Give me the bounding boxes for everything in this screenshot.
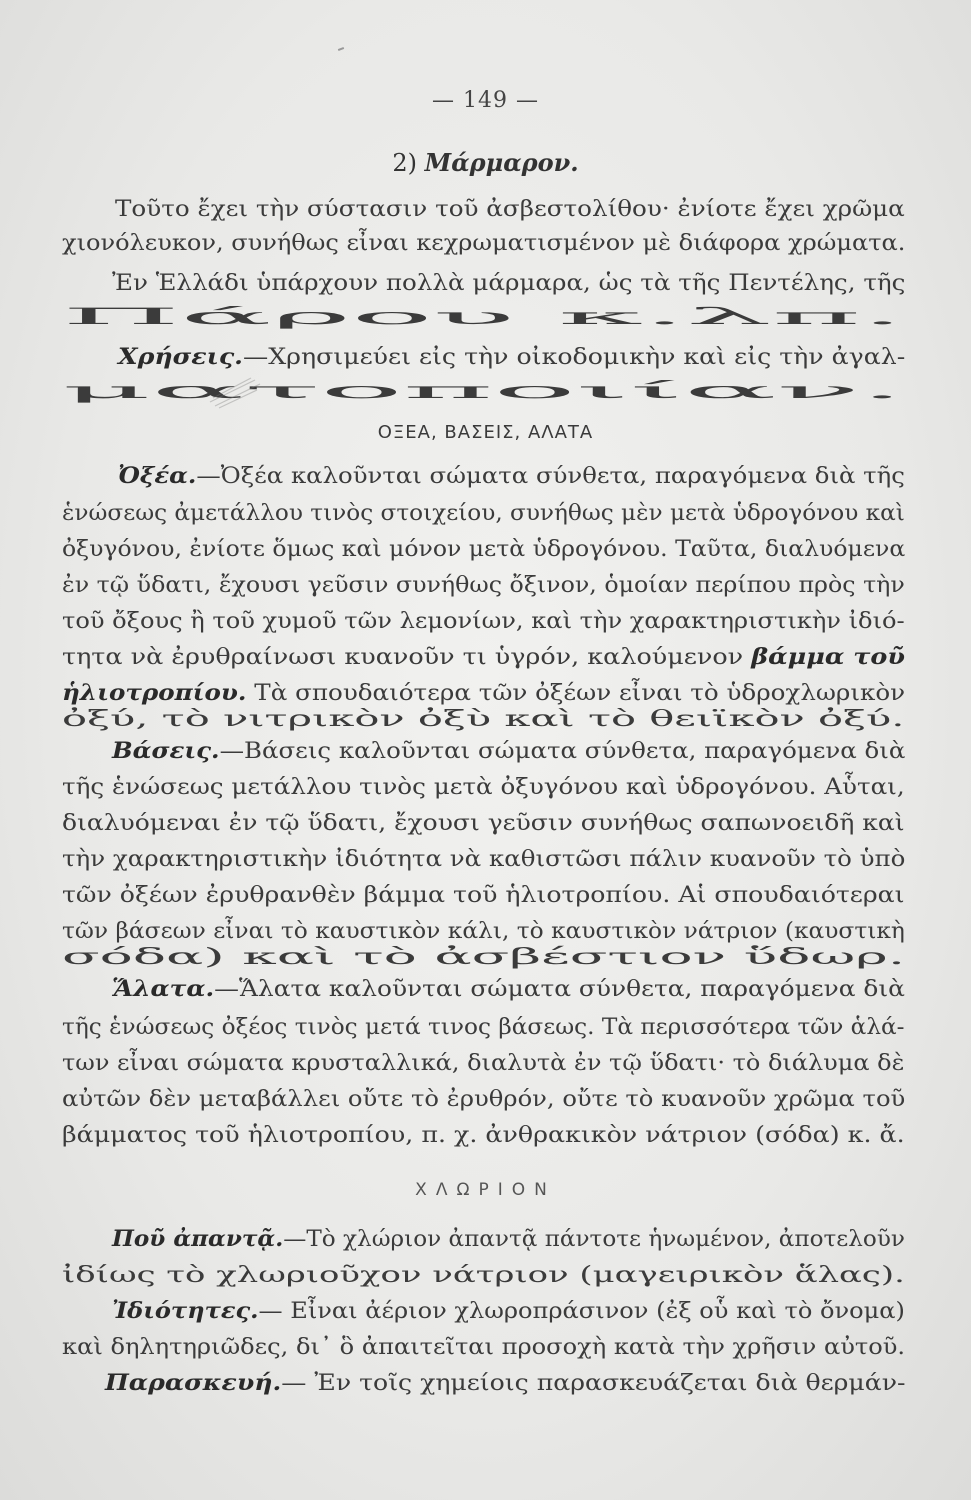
preparation-lead: Παρασκευή. <box>105 1370 282 1396</box>
salts-lead: Ἅλατα. <box>112 976 215 1002</box>
salts-line-3: των εἶναι σώματα κρυσταλλικά, διαλυτὰ ἐν τῷ ὕδατι· τὸ διάλυμα δὲ <box>62 1050 905 1076</box>
ink-smudge <box>205 372 265 412</box>
properties-line-1 <box>112 1300 905 1323</box>
salts-line-2: τῆς ἑνώσεως ὀξέος τινὸς μετά τινος βάσεως. Τὰ περισσότερα τῶν ἁλά- <box>62 1014 905 1040</box>
uses-paragraph-line-1 <box>118 346 905 369</box>
bases-line-2: τῆς ἑνώσεως μετάλλου τινὸς μετὰ ὀξυγόνου καὶ ὑδρογόνου. Αὗται, <box>62 774 905 800</box>
salts-line-1 <box>112 978 905 1001</box>
occurrence-line-1 <box>112 1228 905 1251</box>
uses-paragraph-line-2: ματοποιίαν. <box>62 378 904 404</box>
section-heading-chlorine: ΧΛΩΡΙΟΝ <box>415 1180 556 1200</box>
section-heading-acids-bases-salts: ΟΞΕΑ, ΒΑΣΕΙΣ, ΑΛΑΤΑ <box>377 422 594 443</box>
occurrence-line-2: ἰδίως τὸ χλωριοῦχον νάτριον (μαγειρικὸν ἅλας). <box>62 1262 905 1288</box>
bases-lead: Βάσεις. <box>112 738 220 764</box>
occurrence-lead: Ποῦ ἀπαντᾷ. <box>112 1226 284 1252</box>
section-number: 2) <box>392 149 417 177</box>
salts-line-5: βάμματος τοῦ ἡλιοτροπίου, π. χ. ἀνθρακικὸν νάτριον (σόδα) κ. ἄ. <box>62 1122 905 1148</box>
acids-text-1: —Ὀξέα καλοῦνται σώματα σύνθετα, παραγόμενα διὰ τῆς <box>196 463 905 489</box>
bases-line-5: τῶν ὀξέων ἐρυθρανθὲν βάμμα τοῦ ἡλιοτροπίου. Αἱ σπουδαιότεραι <box>62 882 905 908</box>
acids-lead: Ὀξέα. <box>118 463 197 489</box>
bases-line-1 <box>112 740 905 763</box>
bases-line-6: τῶν βάσεων εἶναι τὸ καυστικὸν κάλι, τὸ καυστικὸν νάτριον (καυστικὴ <box>62 918 905 944</box>
marble-line-1: Τοῦτο ἔχει τὴν σύστασιν τοῦ ἀσβεστολίθου· ἐνίοτε ἔχει χρῶμα <box>115 196 905 222</box>
salts-text-1: —Ἅλατα καλοῦνται σώματα σύνθετα, παραγόμενα διὰ <box>214 976 905 1002</box>
acids-text-7: Τὰ σπουδαιότερα τῶν ὀξέων εἶναι τὸ ὑδροχλωρικὸν <box>254 680 906 706</box>
bases-line-4: τὴν χαρακτηριστικὴν ἰδιότητα νὰ καθιστῶσι πάλιν κυανοῦν τὸ ὑπὸ <box>62 846 906 872</box>
bases-line-7: σόδα) καὶ τὸ ἀσβέστιον ὕδωρ. <box>62 944 906 970</box>
acids-line-4: ἐν τῷ ὕδατι, ἔχουσι γεῦσιν συνήθως ὄξινον, ὁμοίαν περίπου πρὸς τὴν <box>62 572 905 598</box>
properties-line-2: καὶ δηλητηριῶδες, δι᾿ ὃ ἀπαιτεῖται προσοχὴ κατὰ τὴν χρῆσιν αὐτοῦ. <box>62 1334 906 1360</box>
acids-line-5: τοῦ ὄξους ἢ τοῦ χυμοῦ τῶν λεμονίων, καὶ τὴν χαρακτηριστικὴν ἰδιό- <box>62 608 905 634</box>
bases-text-1: —Βάσεις καλοῦνται σώματα σύνθετα, παραγόμενα διὰ <box>219 738 906 764</box>
page-number: — 149 — <box>432 88 539 113</box>
acids-line-8: ὀξύ, τὸ νιτρικὸν ὀξὺ καὶ τὸ θειϊκὸν ὀξύ. <box>62 706 905 732</box>
acids-line-2: ἑνώσεως ἀμετάλλου τινὸς στοιχείου, συνήθως μὲν μετὰ ὑδρογόνου καὶ <box>62 500 905 526</box>
salts-line-4: αὐτῶν δὲν μεταβάλλει οὔτε τὸ ἐρυθρόν, οὔτε τὸ κυανοῦν χρῶμα τοῦ <box>62 1086 906 1112</box>
marble-line-4: Πάρου κ.λπ. <box>62 304 905 330</box>
term-litmus: βάμμα τοῦ <box>751 644 906 670</box>
marble-line-2: χιονόλευκον, συνήθως εἶναι κεχρωματισμένον μὲ διάφορα χρώματα. <box>62 230 906 256</box>
bases-line-3: διαλυόμεναι ἐν τῷ ὕδατι, ἔχουσι γεῦσιν συνήθως σαπωνοειδῆ καὶ <box>62 810 905 836</box>
acids-text-6: τητα νὰ ἐρυθραίνωσι κυανοῦν τι ὑγρόν, καλούμενον <box>62 644 744 670</box>
marble-line-3: Ἐν Ἑλλάδι ὑπάρχουν πολλὰ μάρμαρα, ὡς τὰ τῆς Πεντέλης, τῆς <box>112 270 906 296</box>
uses-text-1: —Χρησιμεύει εἰς τὴν οἰκοδομικὴν καὶ εἰς τὴν ἀγαλ- <box>242 344 906 370</box>
acids-line-6 <box>62 646 905 669</box>
preparation-line-1 <box>105 1372 905 1395</box>
preparation-text-1: — Ἐν τοῖς χημείοις παρασκευάζεται διὰ θερμάν- <box>281 1370 906 1396</box>
term-heliotropium: ἡλιοτροπίου. <box>62 680 247 706</box>
acids-line-1 <box>118 465 905 488</box>
print-mark <box>338 47 344 51</box>
acids-line-3: ὀξυγόνου, ἐνίοτε ὅμως καὶ μόνον μετὰ ὑδρογόνου. Ταῦτα, διαλυόμενα <box>62 536 906 562</box>
properties-text-1: — Εἶναι ἀέριον χλωροπράσινον (ἐξ οὗ καὶ τὸ ὄνομα) <box>258 1298 905 1324</box>
occurrence-text-1: —Τὸ χλώριον ἀπαντᾷ πάντοτε ἡνωμένον, ἀποτελοῦν <box>283 1226 905 1252</box>
section-title-text: Μάρμαρον. <box>424 148 579 177</box>
uses-lead: Χρήσεις. <box>118 344 243 370</box>
section-title-marble <box>0 148 971 177</box>
properties-lead: Ἰδιότητες. <box>112 1298 259 1324</box>
acids-line-7 <box>62 682 905 705</box>
